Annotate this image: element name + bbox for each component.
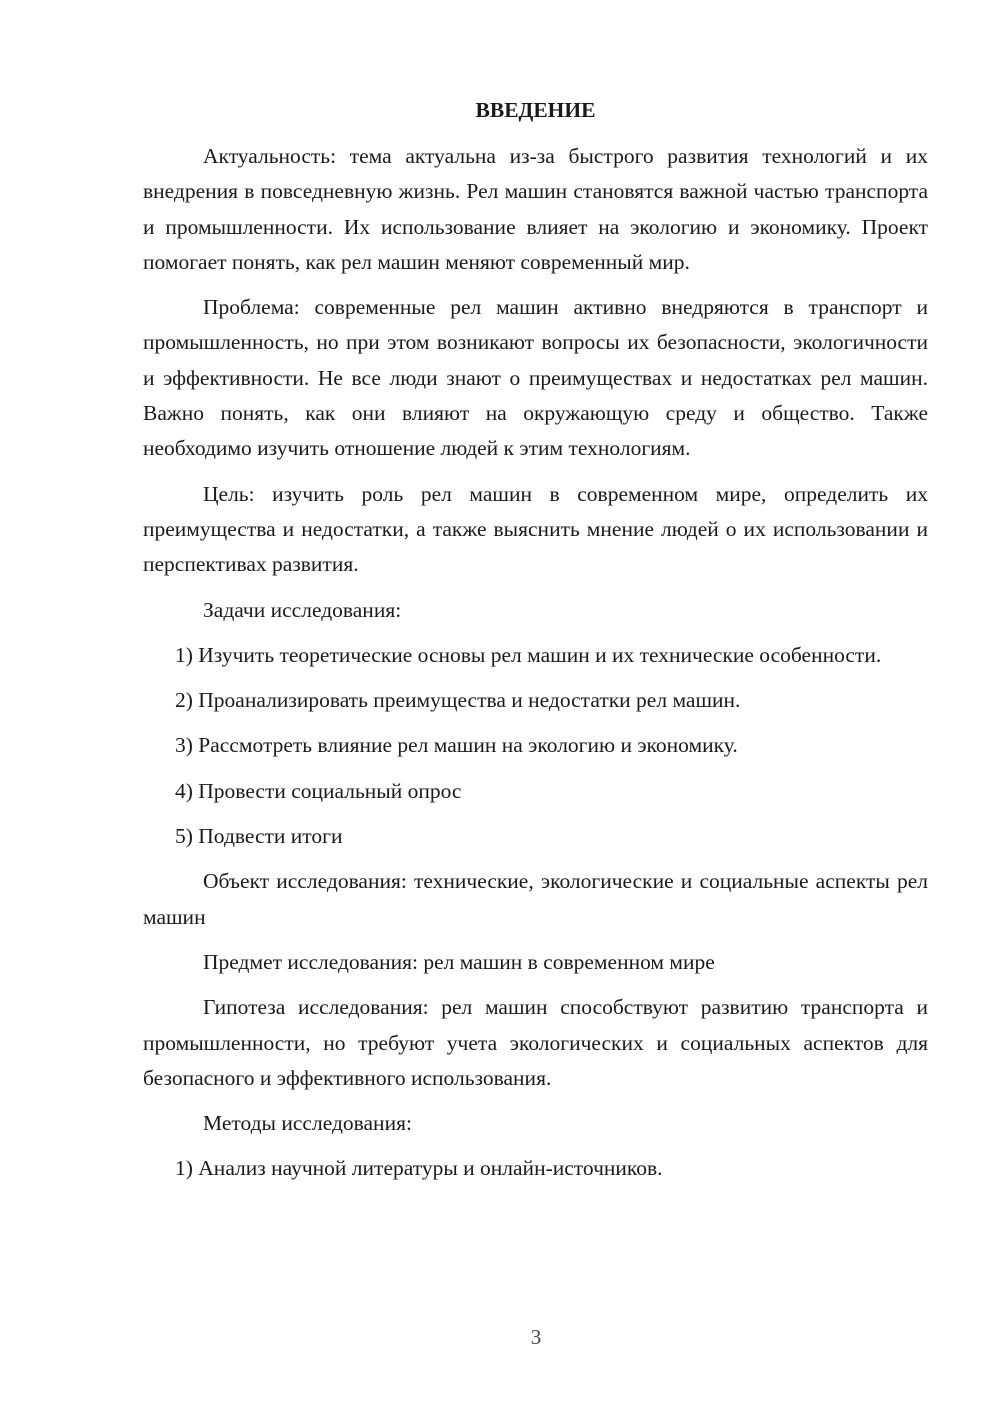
goal-paragraph: Цель: изучить роль рел машин в современном мире, определить их преимущества и недостатки, а также выяснить мнение людей о их использовании и перспективах развития. xyxy=(143,481,928,577)
relevance-paragraph: Актуальность: тема актуальна из-за быстрого развития технологий и их внедрения в повседневную жизнь. Рел машин становятся важной частью транспорта и промышленности. Их использование влияет на экологию и экономику. Проект помогает понять, как рел машин меняют современный мир. xyxy=(143,144,928,274)
task-item-4: 4) Провести социальный опрос xyxy=(175,778,462,803)
problem-paragraph: Проблема: современные рел машин активно внедряются в транспорт и промышленность, но при этом возникают вопросы их безопасности, экологичности и эффективности. Не все люди знают о преимуществах и недостатках рел машин. Важно понять, как они влияют на окружающую среду и общество. Также необходимо изучить отношение людей к этим технологиям. xyxy=(143,295,928,461)
method-item-1: 1) Анализ научной литературы и онлайн-источников. xyxy=(175,1156,663,1181)
document-page xyxy=(143,93,928,1197)
subject-paragraph: Предмет исследования: рел машин в современном мире xyxy=(203,949,715,974)
task-item-1: 1) Изучить теоретические основы рел машин и их технические особенности. xyxy=(175,642,882,667)
page-title: ВВЕДЕНИЕ xyxy=(475,98,596,122)
task-item-5: 5) Подвести итоги xyxy=(175,824,343,849)
page-number: 3 xyxy=(530,1325,542,1349)
object-paragraph: Объект исследования: технические, экологические и социальные аспекты рел машин xyxy=(143,869,928,929)
hypothesis-paragraph: Гипотеза исследования: рел машин способствуют развитию транспорта и промышленности, но требуют учета экологических и социальных аспектов для безопасного и эффективного использования. xyxy=(143,995,928,1090)
task-item-2: 2) Проанализировать преимущества и недостатки рел машин. xyxy=(175,688,741,713)
methods-heading: Методы исследования: xyxy=(203,1111,412,1136)
task-item-3: 3) Рассмотреть влияние рел машин на экологию и экономику. xyxy=(175,733,738,758)
tasks-heading: Задачи исследования: xyxy=(203,597,402,622)
